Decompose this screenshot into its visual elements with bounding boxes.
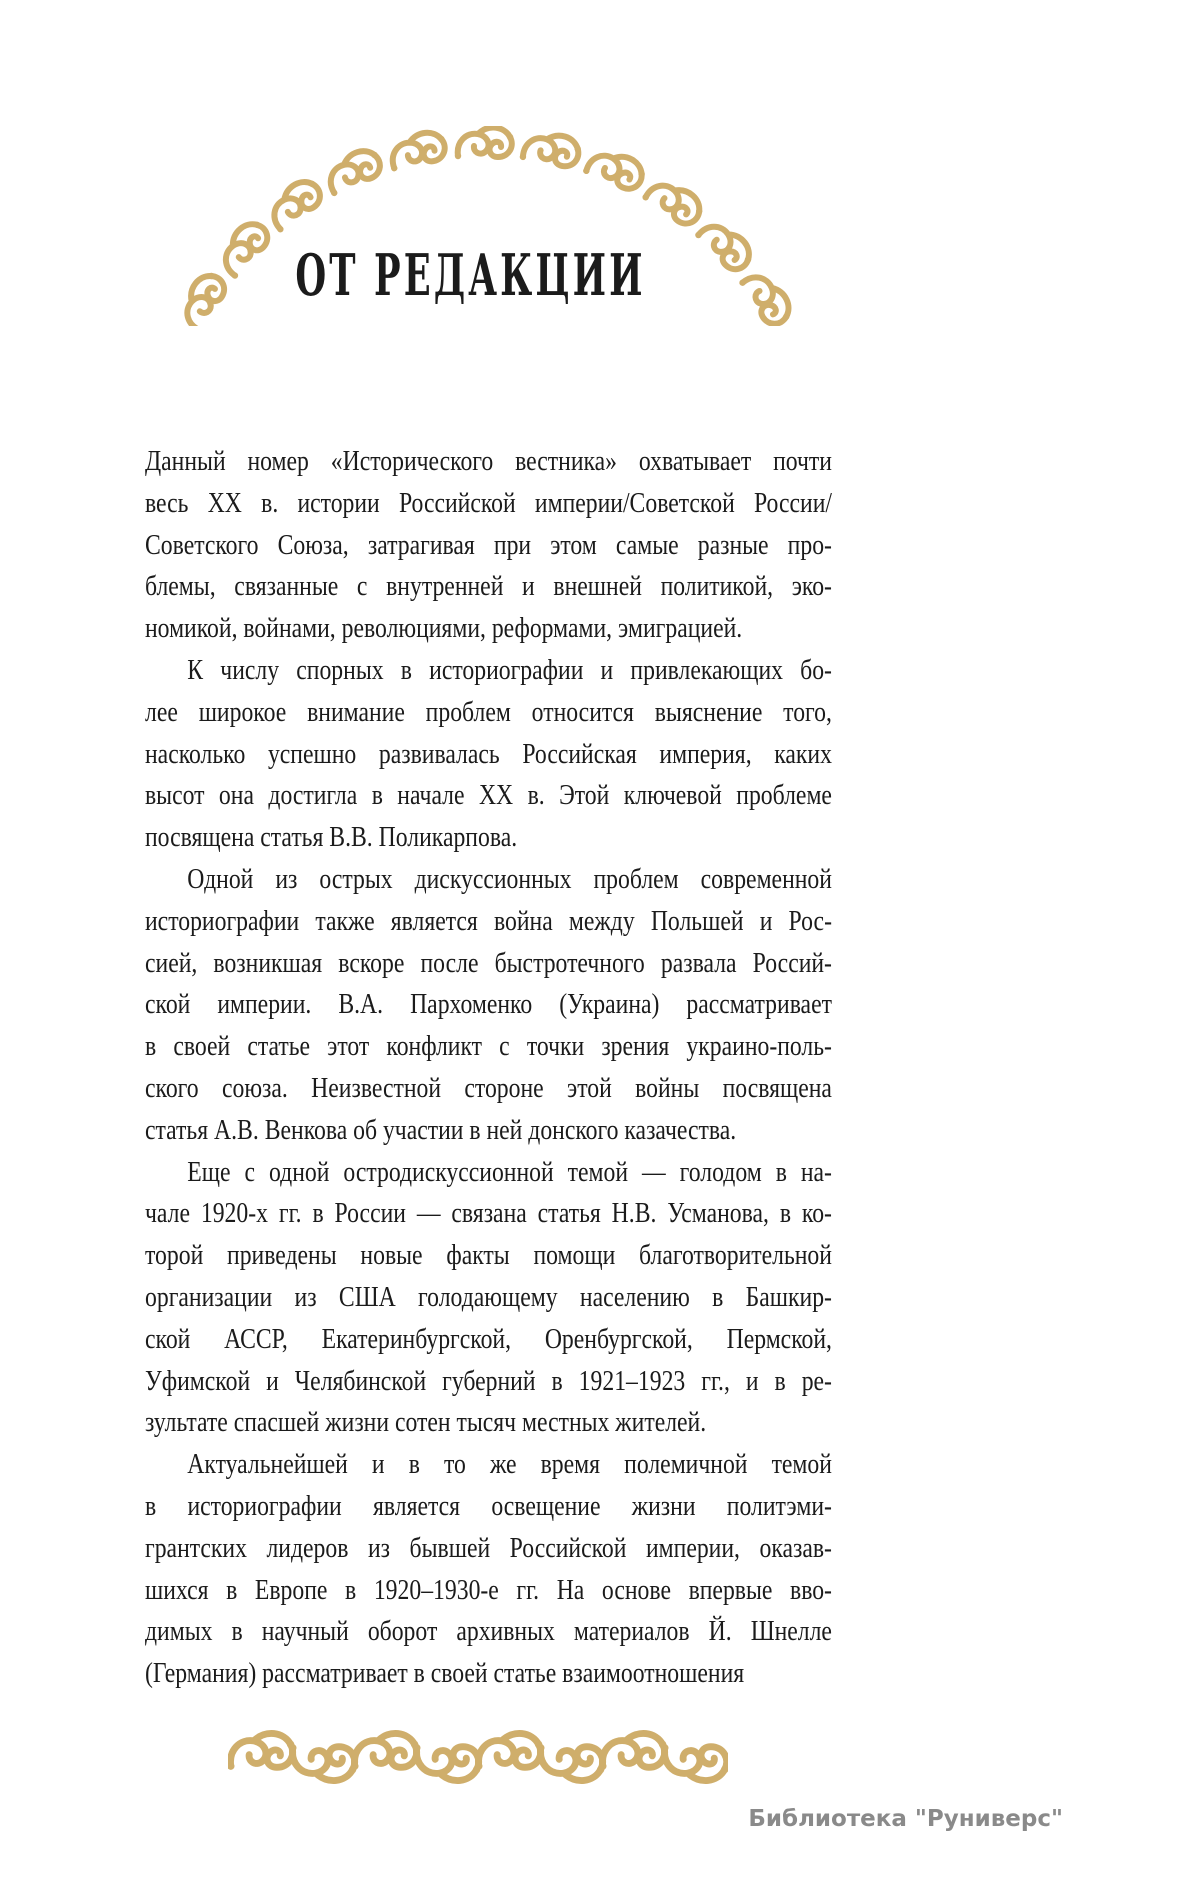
text-line: Одной из острых дискуссионных проблем современной bbox=[187, 863, 832, 895]
text-line: Данный номер «Исторического вестника» охватывает почти bbox=[145, 446, 832, 477]
text-line: чале 1920-х гг. в России — связана статья Н.В. Усманова, в ко- bbox=[145, 1198, 832, 1230]
text-line: весь XX в. истории Российской империи/Советской России/ bbox=[145, 487, 832, 519]
text-line: статья А.В. Венкова об участии в ней донского казачества. bbox=[145, 1114, 737, 1146]
library-watermark: Библиотека "Руниверс" bbox=[748, 1806, 1063, 1832]
text-line: историографии также является война между Польшей и Рос- bbox=[145, 905, 832, 937]
text-line: высот она достигла в начале XX в. Этой ключевой проблеме bbox=[145, 780, 832, 812]
text-line: Еще с одной остродискуссионной темой — голодом в на- bbox=[187, 1156, 832, 1188]
text-line: Уфимской и Челябинской губерний в 1921–1923 гг., и в ре- bbox=[145, 1365, 832, 1397]
text-line: в историографии является освещение жизни политэми- bbox=[145, 1490, 832, 1522]
text-line: Актуальнейшей и в то же время полемичной темой bbox=[187, 1449, 832, 1481]
body-text bbox=[145, 441, 832, 1695]
text-line: димых в научный оборот архивных материалов Й. Шнелле bbox=[145, 1616, 832, 1648]
text-line: К числу спорных в историографии и привлекающих бо- bbox=[187, 654, 832, 686]
text-line: блемы, связанные с внутренней и внешней политикой, эко- bbox=[145, 571, 832, 603]
text-line: насколько успешно развивалась Российская империя, каких bbox=[145, 738, 832, 770]
text-line: зультате спасшей жизни сотен тысяч местных жителей. bbox=[145, 1407, 707, 1439]
text-line: шихся в Европе в 1920–1930-е гг. На основе впервые вво- bbox=[145, 1574, 832, 1606]
text-line: в своей статье этот конфликт с точки зрения украино-поль- bbox=[145, 1031, 832, 1063]
text-line: ской империи. В.А. Пархоменко (Украина) рассматривает bbox=[145, 989, 832, 1021]
text-line: номикой, войнами, революциями, реформами, эмиграцией. bbox=[145, 613, 743, 645]
text-line: Советского Союза, затрагивая при этом самые разные про- bbox=[145, 529, 832, 561]
text-line: посвящена статья В.В. Поликарпова. bbox=[145, 822, 518, 854]
page-title-text: ОТ РЕДАКЦИИ bbox=[294, 242, 646, 309]
text-line: лее широкое внимание проблем относится выяснение того, bbox=[145, 696, 832, 728]
text-line: сией, возникшая вскоре после быстротечного развала Россий- bbox=[145, 947, 832, 979]
text-line: (Германия) рассматривает в своей статье взаимоотношения bbox=[145, 1658, 745, 1690]
bottom-ornament-band-icon bbox=[228, 1712, 728, 1802]
text-line: организации из США голодающему населению в Башкир- bbox=[145, 1281, 832, 1313]
page-title bbox=[145, 242, 795, 309]
text-line: торой приведены новые факты помощи благотворительной bbox=[145, 1240, 832, 1272]
text-line: ской АССР, Екатеринбургской, Оренбургской, Пермской, bbox=[145, 1323, 832, 1355]
text-line: ского союза. Неизвестной стороне этой войны посвящена bbox=[145, 1072, 832, 1104]
text-line: грантских лидеров из бывшей Российской империи, оказав- bbox=[145, 1532, 832, 1564]
